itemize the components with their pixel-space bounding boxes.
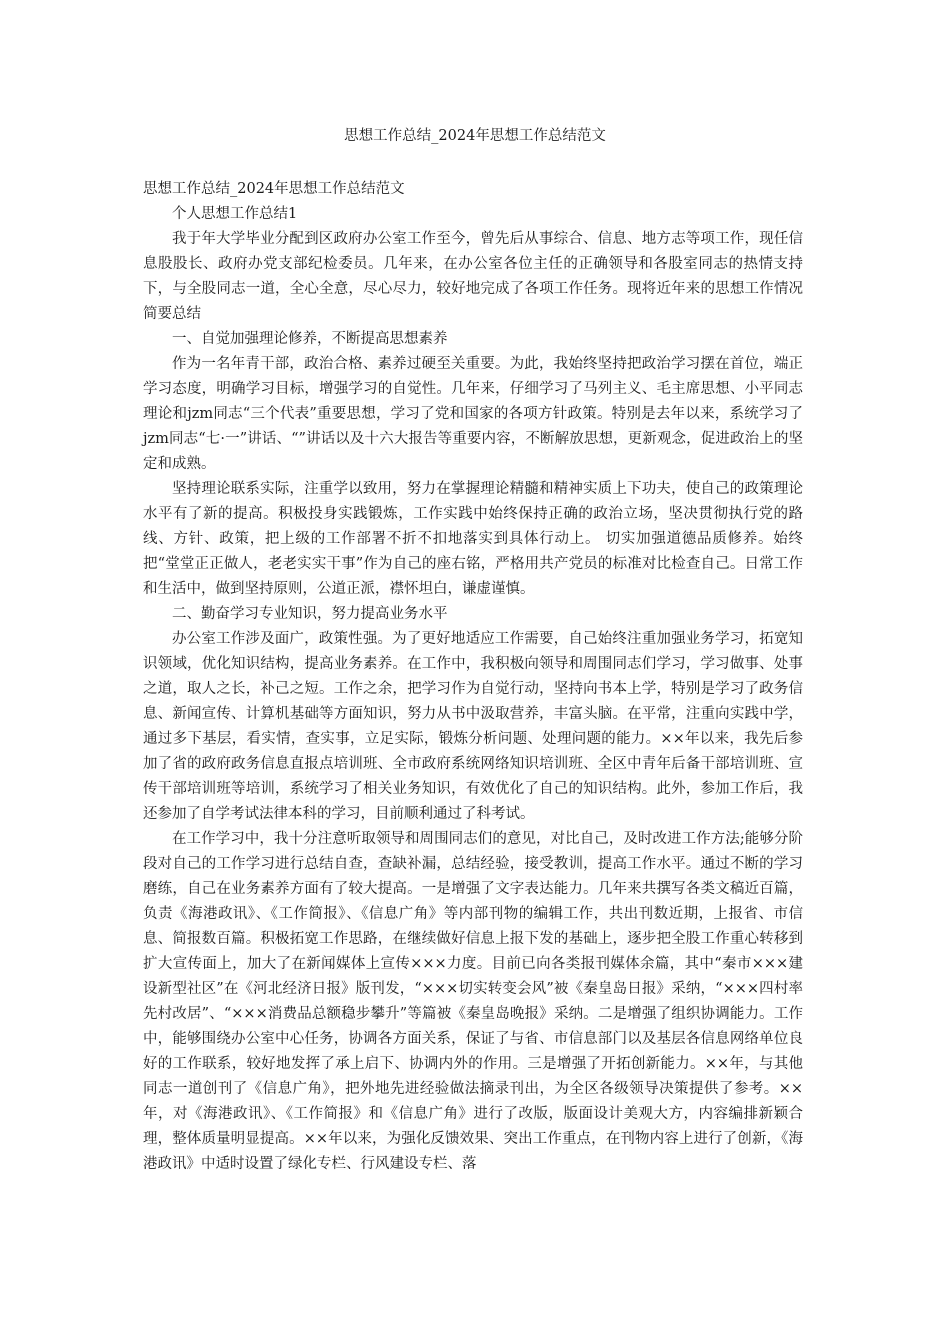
section-heading-professional: 二、勤奋学习专业知识，努力提高业务水平 xyxy=(172,606,448,622)
paragraph-business-study: 办公室工作涉及面广，政策性强。为了更好地适应工作需要，自己始终注重加强业务学习，拓宽知识领域，优化知识结构，提高业务素养。在工作中，我积极向领导和周围同志们学习，学习做事、处事之道，取人之长，补己之短。工作之余，把学习作为自觉行动，坚持向书本上学，特别是学习了政务信息、新闻宣传、计算机基础等方面知识，努力从书中汲取营养，丰富头脑。在平常，注重向实践中学，通过多下基层，看实情，查实事，立足实际，锻炼分析问题、处理问题的能力。××年以来，我先后参加了省的政府政务信息直报点培训班、全市政府系统网络知识培训班、全区中青年后备干部培训班、宣传干部培训班等培训，系统学习了相关业务知识，有效优化了自己的知识结构。此外，参加工作后，我还参加了自学考试法律本科的学习，目前顺利通过了科考试。 xyxy=(143,631,803,822)
document-body xyxy=(143,177,803,1177)
document-subtitle: 思想工作总结_2024年思想工作总结范文 xyxy=(143,181,405,197)
section-heading: 个人思想工作总结1 xyxy=(172,206,298,222)
paragraph-intro: 我于年大学毕业分配到区政府办公室工作至今，曾先后从事综合、信息、地方志等项工作，现任信息股股长、政府办党支部纪检委员。几年来，在办公室各位主任的正确领导和各股室同志的热情支持下，与全股同志一道，全心全意，尽心尽力，较好地完成了各项工作任务。现将近年来的思想工作情况简要总结 xyxy=(143,231,803,322)
paragraph-work-improvement: 在工作学习中，我十分注意听取领导和周围同志们的意见，对比自己，及时改进工作方法;能够分阶段对自己的工作学习进行总结自查，查缺补漏，总结经验，接受教训，提高工作水平。通过不断的学习磨练，自己在业务素养方面有了较大提高。一是增强了文字表达能力。几年来共撰写各类文稿近百篇，负责《海港政讯》、《工作简报》、《信息广角》等内部刊物的编辑工作，共出刊数近期，上报省、市信息、简报数百篇。积极拓宽工作思路，在继续做好信息上报下发的基础上，逐步把全股工作重心转移到扩大宣传面上，加大了在新闻媒体上宣传×××力度。目前已向各类报刊媒体余篇，其中“秦市×××建设新型社区”在《河北经济日报》版刊发，“×××切实转变会风”被《秦皇岛日报》采纳，“×××四村率先村改居”、“×××消费品总额稳步攀升”等篇被《秦皇岛晚报》采纳。二是增强了组织协调能力。工作中，能够围绕办公室中心任务，协调各方面关系，保证了与省、市信息部门以及基层各信息网络单位良好的工作联系，较好地发挥了承上启下、协调内外的作用。三是增强了开拓创新能力。××年，与其他同志一道创刊了《信息广角》，把外地先进经验做法摘录刊出，为全区各级领导决策提供了参考。××年，对《海港政讯》、《工作简报》和《信息广角》进行了改版，版面设计美观大方，内容编排新颖合理，整体质量明显提高。××年以来，为强化反馈效果、突出工作重点，在刊物内容上进行了创新，《海港政讯》中适时设置了绿化专栏、行风建设专栏、落 xyxy=(143,831,803,1172)
paragraph-theory-practice: 坚持理论联系实际，注重学以致用，努力在掌握理论精髓和精神实质上下功夫，使自己的政策理论水平有了新的提高。积极投身实践锻炼，工作实践中始终保持正确的政治立场，坚决贯彻执行党的路线、方针、政策，把上级的工作部署不折不扣地落实到具体行动上。 切实加强道德品质修养。始终把“堂堂正正做人，老老实实干事”作为自己的座右铭，严格用共产党员的标准对比检查自己。日常工作和生活中，做到坚持原则，公道正派，襟怀坦白，谦虚谨慎。 xyxy=(143,481,803,597)
paragraph-political-study: 作为一名年青干部，政治合格、素养过硬至关重要。为此，我始终坚持把政治学习摆在首位，端正学习态度，明确学习目标，增强学习的自觉性。几年来，仔细学习了马列主义、毛主席思想、小平同志理论和jzm同志“三个代表”重要思想，学习了党和国家的各项方针政策。特别是去年以来，系统学习了jzm同志“七·一”讲话、“”讲话以及十六大报告等重要内容，不断解放思想，更新观念，促进政治上的坚定和成熟。 xyxy=(143,356,803,472)
document-title: 思想工作总结_2024年思想工作总结范文 xyxy=(344,128,606,144)
section-heading-theory: 一、自觉加强理论修养，不断提高思想素养 xyxy=(172,331,448,347)
